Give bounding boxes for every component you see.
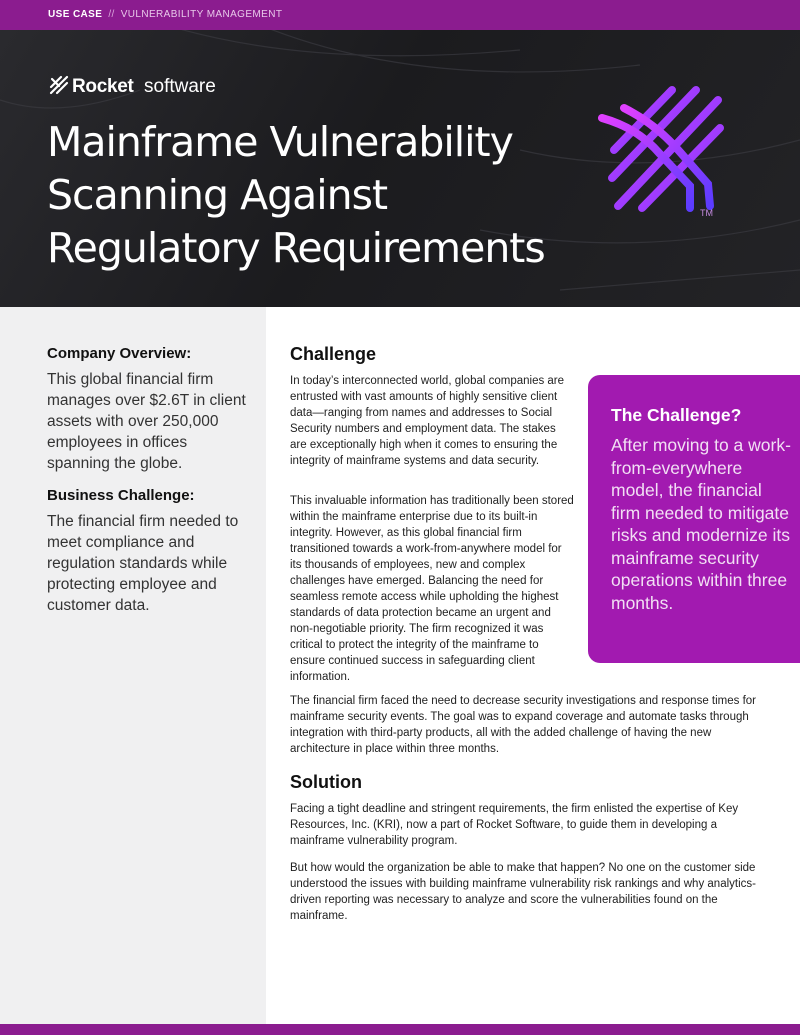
- company-overview-text: This global financial firm manages over $2.6T in client assets with over 250,000 employees in offices spanning the globe.: [47, 371, 246, 472]
- logo-brand-suffix: software: [144, 76, 216, 97]
- page-title-line: Regulatory Requirements: [47, 224, 545, 272]
- page-title: [47, 116, 607, 275]
- challenge-callout: [588, 375, 800, 663]
- page-title-line: Scanning Against: [47, 171, 388, 219]
- challenge-heading: Challenge: [290, 344, 377, 364]
- label-separator: //: [108, 9, 115, 20]
- top-banner: [0, 0, 800, 30]
- rocket-brand-mark-icon: [598, 68, 728, 218]
- challenge-paragraph: This invaluable information has traditionally been stored within the mainframe enterprise due to its built-in integrity. However, as this global financial firm transitioned towards a work-from-anywhere model for its thousands of employees, new and complex challenges have emerged. Balancing the need for seamless remote access while upholding the highest standards of data protection became an urgent and non-negotiable priority. The firm recognized it was critical to protect the integrity of the mainframe to ensure continued success in safeguarding client information.: [290, 495, 574, 683]
- solution-heading: Solution: [290, 772, 362, 792]
- hero-header: [0, 30, 800, 307]
- solution-paragraph: But how would the organization be able to make that happen? No one on the customer side understood the issues with building mainframe vulnerability risk rankings and why analytics-driven reporting was necessary to analyze and score the vulnerabilities found on the mainframe.: [290, 862, 756, 922]
- logo-brand-text: Rocket: [72, 76, 134, 97]
- doc-category-label: VULNERABILITY MANAGEMENT: [120, 9, 283, 20]
- company-overview-heading: Company Overview:: [47, 345, 192, 362]
- challenge-paragraph: The financial firm faced the need to decrease security investigations and response times for mainframe security events. The goal was to expand coverage and automate tasks through integration with third-party products, all with the added challenge of having the new architecture in place within three months.: [290, 695, 756, 755]
- page-title-line: Mainframe Vulnerability: [47, 118, 513, 166]
- business-challenge-heading: Business Challenge:: [47, 487, 195, 504]
- callout-title: The Challenge?: [611, 405, 742, 425]
- challenge-paragraph: In today’s interconnected world, global companies are entrusted with vast amounts of highly sensitive client data—ranging from names and addresses to Social Security numbers and employment data. The stakes are exceptionally high when it comes to ensuring the integrity of mainframe systems and data security.: [290, 375, 565, 467]
- trademark-symbol: TM: [700, 208, 713, 218]
- callout-text: After moving to a work-from-everywhere model, the financial firm needed to mitigate risks and modernize its mainframe security operations within three months.: [611, 435, 791, 613]
- business-challenge-text: The financial firm needed to meet compliance and regulation standards while protecting employee and customer data.: [47, 513, 239, 614]
- rocket-logo-icon: [48, 74, 70, 96]
- solution-paragraph: Facing a tight deadline and stringent requirements, the firm enlisted the expertise of Key Resources, Inc. (KRI), now a part of Rocket Software, to guide them in developing a mainframe vulnerability program.: [290, 803, 739, 847]
- bottom-banner: [0, 1024, 800, 1035]
- doc-type-label: USE CASE: [48, 9, 103, 20]
